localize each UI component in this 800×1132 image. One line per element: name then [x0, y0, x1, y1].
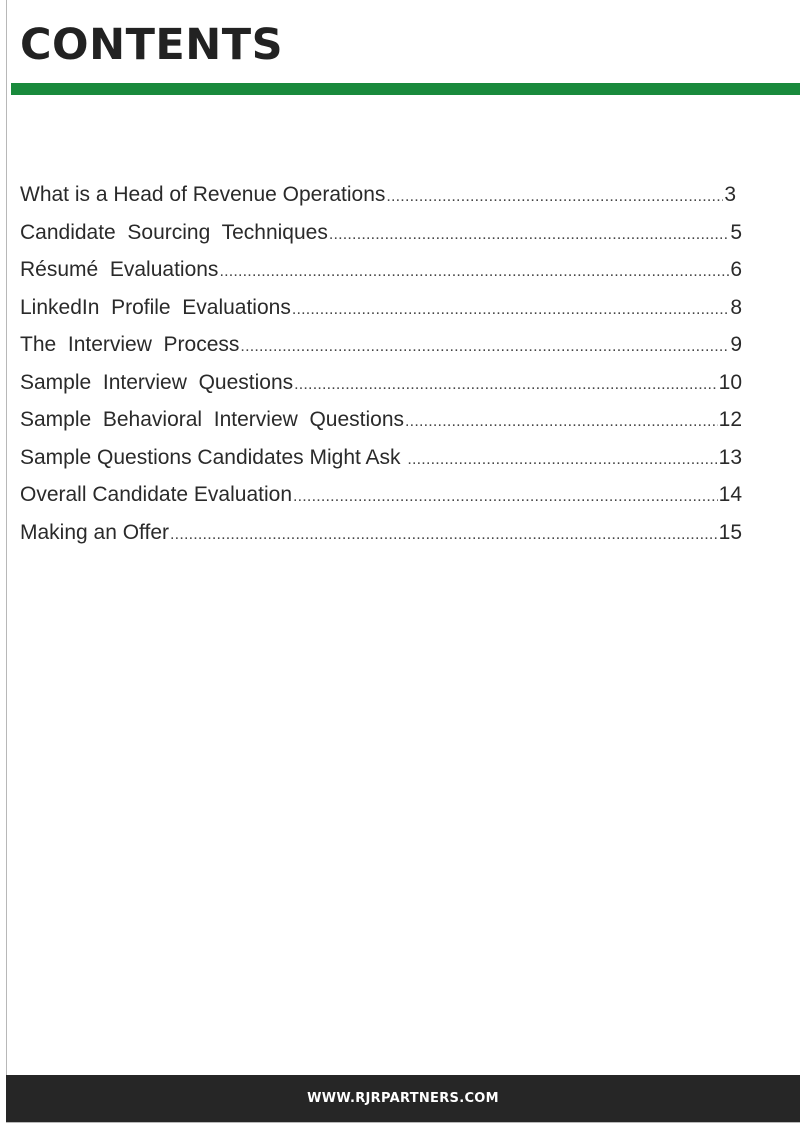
dot-leader [292, 291, 729, 329]
toc-entry-title: Résumé Evaluations [20, 258, 219, 281]
toc-entry-title: The Interview Process [20, 333, 240, 356]
toc-entry-title: Overall Candidate Evaluation [20, 483, 292, 506]
toc-entry-title: Making an Offer [20, 520, 170, 544]
toc-entry-sample-questions-candidates-might-ask[interactable] [20, 439, 742, 477]
dot-leader [294, 366, 718, 404]
toc-entry-title: LinkedIn Profile Evaluations [20, 295, 291, 319]
toc-entry-page: 12 [718, 408, 742, 431]
toc-entry-page: 3 [724, 183, 736, 206]
toc-entry-sample-interview-questions[interactable] [20, 364, 742, 402]
toc-entry-title: Sample Questions Candidates Might Ask [20, 445, 407, 469]
dot-leader [219, 253, 729, 291]
toc-entry-page: 10 [718, 370, 742, 394]
toc-entry-overall-candidate-evaluation[interactable] [20, 476, 742, 514]
toc-entry-title: Sample Behavioral Interview Questions [20, 408, 405, 431]
accent-divider [11, 83, 800, 95]
toc-entry-title: Sample Interview Questions [20, 370, 294, 394]
toc-entry-candidate-sourcing-techniques[interactable] [20, 214, 742, 252]
dot-leader [293, 478, 718, 516]
page-footer [6, 1075, 800, 1122]
dot-leader [407, 441, 717, 479]
toc-entry-linkedin-profile-evaluations[interactable] [20, 289, 742, 327]
toc-entry-making-an-offer[interactable] [20, 514, 742, 552]
dot-leader [329, 216, 729, 254]
dot-leader [405, 403, 718, 441]
dot-leader [386, 178, 723, 216]
toc-entry-page: 6 [730, 258, 742, 281]
toc-entry-page: 13 [718, 445, 742, 469]
toc-entry-page: 15 [718, 520, 742, 544]
toc-entry-interview-process[interactable] [20, 326, 742, 364]
toc-entry-page: 9 [730, 333, 742, 356]
toc-entry-title: Candidate Sourcing Techniques [20, 220, 328, 244]
toc-entry-head-of-revenue-operations[interactable] [20, 176, 742, 214]
toc-entry-page: 5 [730, 220, 742, 244]
bottom-margin-rule [6, 1122, 800, 1123]
toc-entry-title: What is a Head of Revenue Operations [20, 183, 386, 206]
table-of-contents [20, 176, 742, 551]
dot-leader [170, 516, 718, 554]
toc-entry-page: 8 [730, 295, 742, 319]
toc-entry-sample-behavioral-interview-questions[interactable] [20, 401, 742, 439]
footer-website-link[interactable]: WWW.RJRPARTNERS.COM [307, 1091, 499, 1106]
toc-entry-resume-evaluations[interactable] [20, 251, 742, 289]
page-title: CONTENTS [20, 20, 284, 70]
dot-leader [240, 328, 729, 366]
toc-entry-page: 14 [718, 483, 742, 506]
left-margin-rule [6, 0, 7, 1075]
